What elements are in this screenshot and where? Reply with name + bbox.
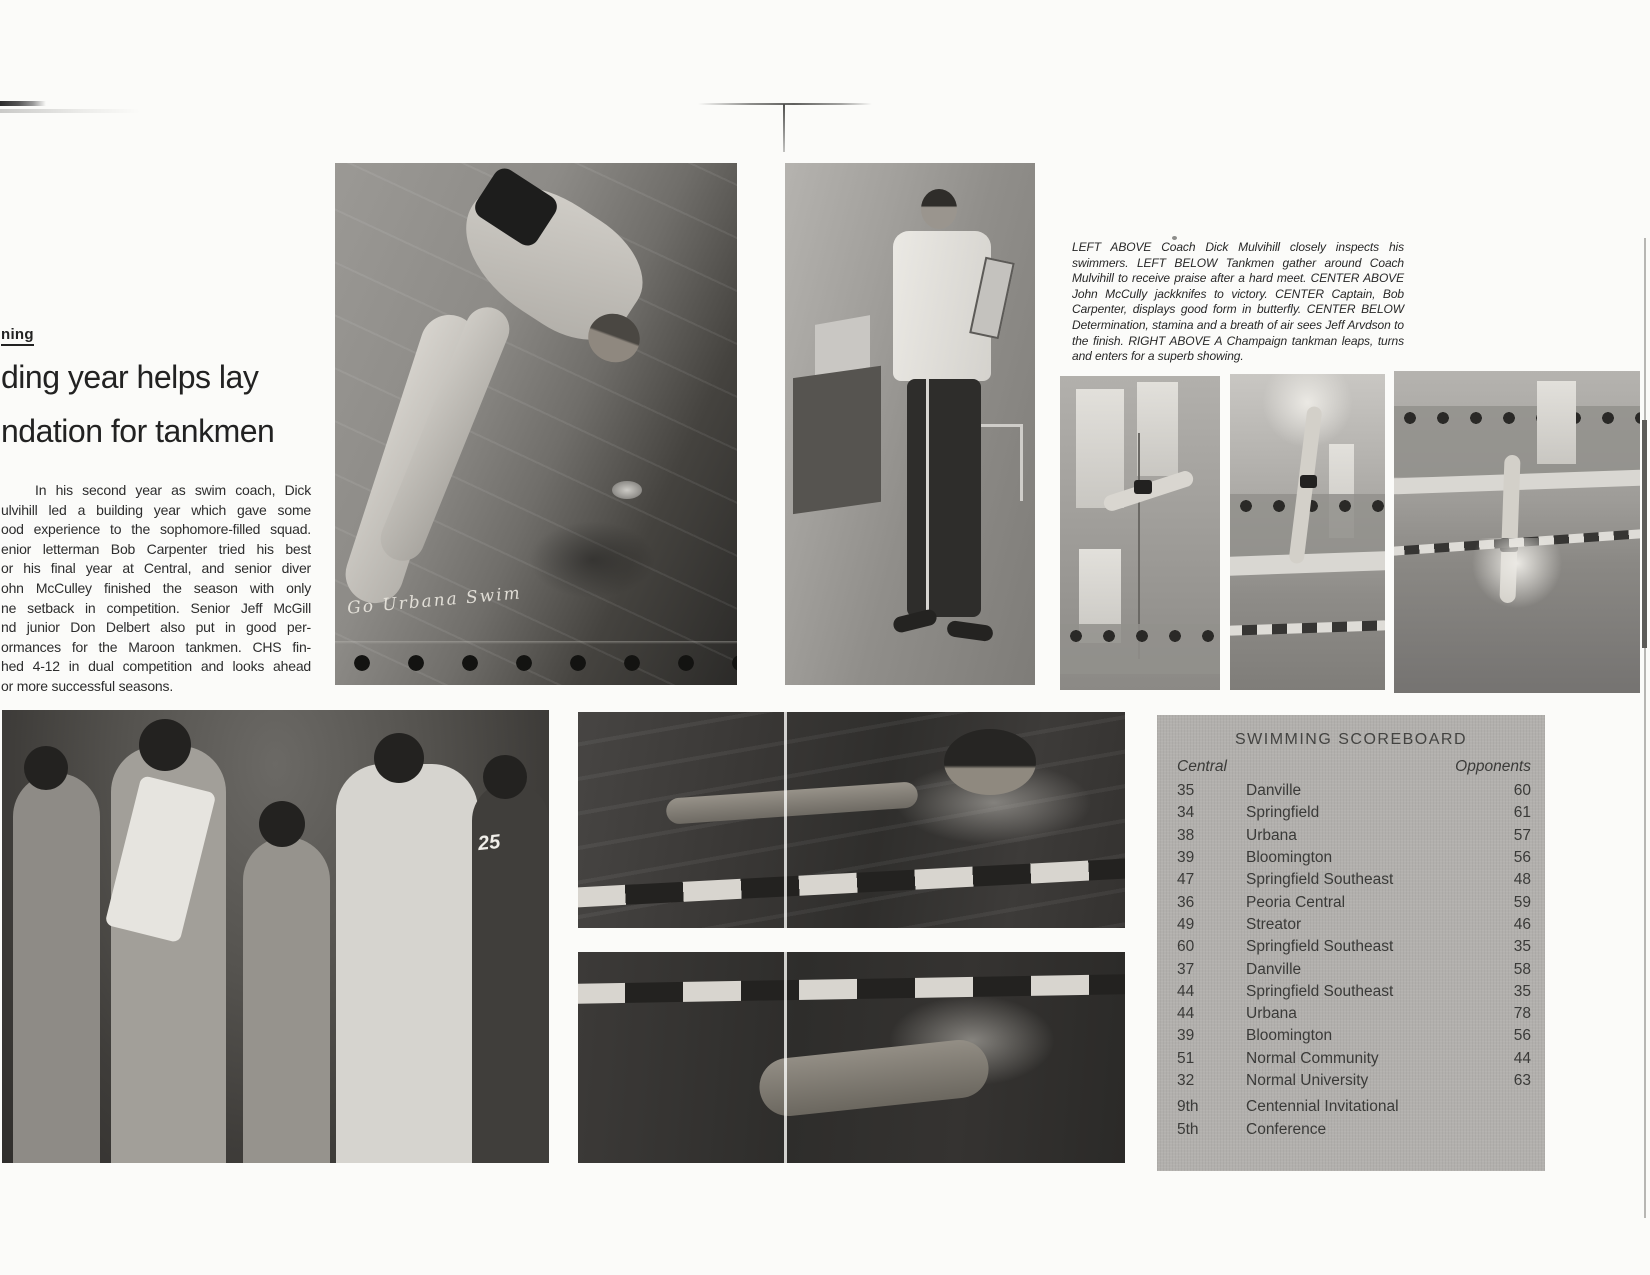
- opponent-name: Normal University: [1246, 1072, 1369, 1089]
- platform-shape: [1537, 381, 1576, 465]
- coach-shoe-shape: [946, 620, 994, 642]
- opponent-name: Urbana: [1246, 1005, 1297, 1023]
- scoreboard-left-header: Central: [1177, 758, 1227, 775]
- swimming-scoreboard: [1157, 715, 1545, 1171]
- article: [1, 326, 311, 697]
- opponent-name: Peoria Central: [1246, 893, 1346, 911]
- central-score: 32: [1177, 1072, 1195, 1089]
- table-row: [1157, 958, 1545, 980]
- team-huddle-photo: [2, 710, 549, 1163]
- place-label: 5th: [1177, 1120, 1199, 1138]
- article-body-line: or his final year at Central, and senior diver: [1, 560, 311, 577]
- opponent-score: 56: [1513, 1027, 1531, 1045]
- table-row: [1157, 1025, 1545, 1047]
- central-score: 34: [1177, 804, 1195, 822]
- table-row: [1157, 936, 1545, 958]
- opponent-name: Danville: [1246, 960, 1302, 978]
- central-score: 51: [1177, 1049, 1195, 1067]
- table-row: [1157, 891, 1545, 913]
- spectators-band: [1060, 624, 1220, 674]
- scoreboard-title: SWIMMING SCOREBOARD: [1234, 731, 1468, 748]
- photo-caption: LEFT ABOVE Coach Dick Mulvihill closely inspects his swimmers. LEFT BELOW Tankmen gather around Coach Mulvihill to receive praise after a hard meet. CENTER ABOVE John McCully jackknifes to victory. CENTER Captain, Bob Carpenter, displays good form in butterfly. CENTER BELOW Determination, stamina and a breath of air sees Jeff Arvdson to the finish. RIGHT ABOVE A Champaign tankman leaps, turns and enters for a superb showing.: [1072, 240, 1404, 364]
- article-body-line: ood experience to the sophomore-filled squad.: [1, 521, 311, 538]
- central-score: 37: [1177, 960, 1195, 978]
- opponent-name: Springfield: [1246, 804, 1320, 822]
- table-row: [1157, 825, 1545, 847]
- article-headline-line2: ndation for tankmen: [1, 413, 275, 449]
- spectator-heads-band: [335, 641, 737, 685]
- opponent-score: 46: [1513, 915, 1531, 933]
- lane-line-shape: [578, 974, 1125, 1004]
- kicker-text: ning: [1, 326, 34, 346]
- table-row: [1157, 780, 1545, 802]
- dive-photo-entry: [1394, 371, 1640, 693]
- article-body-line: ohn McCulley finished the season with only: [1, 579, 311, 596]
- event-name: Conference: [1246, 1120, 1327, 1138]
- central-score: 47: [1177, 871, 1195, 889]
- table-row: [1157, 981, 1545, 1003]
- pool-doorway-shape: [793, 366, 881, 514]
- central-score: 36: [1177, 893, 1195, 911]
- article-body-line: In his second year as swim coach, Dick: [35, 482, 311, 498]
- swimmer-figure: [336, 764, 478, 1163]
- article-body-line: enior letterman Bob Carpenter tried his best: [1, 540, 311, 557]
- opponent-name: Normal Community: [1246, 1049, 1379, 1067]
- swimmer-head-shape: [374, 733, 424, 783]
- central-score: 44: [1177, 1005, 1195, 1023]
- article-body-line: ulvihill led a building year which gave some: [1, 501, 311, 518]
- diver-trunks-shape: [1134, 480, 1152, 494]
- page-right-edge-shadow: [1642, 420, 1647, 648]
- central-score: 38: [1177, 826, 1195, 844]
- pool-light-shape: [612, 481, 642, 499]
- opponent-name: Springfield Southeast: [1246, 871, 1394, 889]
- swimmer-head-shape: [24, 746, 68, 790]
- coach-pants-shape: [907, 379, 981, 617]
- central-score: 60: [1177, 938, 1195, 956]
- opponent-name: Urbana: [1246, 826, 1297, 844]
- opponent-score: 57: [1513, 826, 1531, 844]
- table-row: [1157, 869, 1545, 891]
- article-body-line: ne setback in competition. Senior Jeff McGill: [1, 599, 311, 616]
- dive-photo-swan: [1060, 376, 1220, 690]
- freestyle-swimmer-photo: [578, 952, 1125, 1163]
- opponent-name: Bloomington: [1246, 1027, 1333, 1045]
- table-row: [1157, 1048, 1545, 1070]
- table-row: [1157, 847, 1545, 869]
- window-shape: [1137, 382, 1179, 476]
- diver-trunks-shape: [1300, 475, 1317, 488]
- opponent-score: 60: [1513, 782, 1531, 800]
- coach-shoe-shape: [892, 608, 939, 634]
- scan-smudge: [0, 109, 140, 113]
- page-right-edge-line: [1644, 238, 1646, 1218]
- opponent-score: 59: [1513, 893, 1531, 911]
- article-body-line: or more successful seasons.: [1, 677, 174, 694]
- article-kicker: [1, 326, 311, 346]
- article-headline-line1: ding year helps lay: [1, 359, 259, 395]
- opponent-score: 35: [1513, 938, 1531, 956]
- coach-photo: [785, 163, 1035, 685]
- table-row: [1157, 1070, 1545, 1092]
- central-score: 44: [1177, 982, 1195, 1000]
- swimmer-body-shape: [756, 1037, 991, 1119]
- swimmer-figure: [243, 837, 331, 1163]
- central-score: 39: [1177, 849, 1195, 867]
- scan-edge-mark: [0, 101, 46, 106]
- page-fold-top-line: [698, 103, 872, 105]
- opponent-score: 78: [1513, 1005, 1531, 1023]
- place-label: 9th: [1177, 1098, 1199, 1116]
- summary-row: [1157, 1118, 1545, 1140]
- opponent-score: 61: [1513, 804, 1531, 822]
- coach-figure: [885, 189, 1005, 659]
- opponent-score: 63: [1513, 1072, 1531, 1089]
- summary-row: [1157, 1096, 1545, 1118]
- swimmer-figure: [13, 773, 101, 1163]
- page-fold-gutter-line: [783, 104, 785, 152]
- opponent-name: Springfield Southeast: [1246, 982, 1394, 1000]
- opponent-name: Streator: [1246, 915, 1302, 933]
- central-score: 39: [1177, 1027, 1195, 1045]
- window-shape: [1076, 389, 1124, 508]
- scoreboard-summary: [1157, 1096, 1545, 1141]
- table-row: [1157, 802, 1545, 824]
- swimmer-arm-shape: [665, 781, 918, 824]
- swimmer-head-shape: [139, 719, 191, 771]
- opponent-score: 48: [1513, 871, 1531, 889]
- pool-window-shape: [815, 315, 870, 377]
- lane-line-shape: [1230, 620, 1385, 636]
- table-row: [1157, 1003, 1545, 1025]
- page-fold-line: [784, 712, 787, 928]
- event-name: Centennial Invitational: [1246, 1098, 1399, 1116]
- dive-photo-handstand: [1230, 374, 1385, 690]
- jersey-number-text: 25: [476, 831, 502, 856]
- butterfly-swimmer-photo: [578, 712, 1125, 928]
- article-body-line: hed 4-12 in dual competition and looks ahead: [1, 658, 311, 675]
- opponent-score: 56: [1513, 849, 1531, 867]
- swimmer-head-shape: [259, 801, 305, 847]
- article-body-line: nd junior Don Delbert also put in good per-: [1, 619, 311, 636]
- pool-ledge-shape: [1230, 551, 1385, 575]
- diver-photo: [335, 163, 737, 685]
- table-row: [1157, 914, 1545, 936]
- opponent-score: 58: [1513, 960, 1531, 978]
- coach-head-shape: [921, 189, 957, 229]
- pool-wall-graffiti-text: Go Urbana Swim: [346, 583, 523, 619]
- central-score: 35: [1177, 782, 1195, 800]
- page-fold-line: [784, 952, 787, 1163]
- scoreboard-headers: [1177, 758, 1531, 776]
- opponent-name: Bloomington: [1246, 849, 1333, 867]
- swimmer-head-shape: [944, 729, 1036, 795]
- article-body-line: ormances for the Maroon tankmen. CHS fin-: [1, 638, 311, 655]
- central-score: 49: [1177, 915, 1195, 933]
- opponent-score: 44: [1513, 1049, 1531, 1067]
- splash-shape: [1468, 538, 1566, 622]
- opponent-name: Springfield Southeast: [1246, 938, 1394, 956]
- opponent-score: 35: [1513, 982, 1531, 1000]
- lane-line-shape: [578, 859, 1125, 909]
- scoreboard-rows: [1157, 780, 1545, 1092]
- article-body: [1, 481, 311, 697]
- opponent-name: Danville: [1246, 782, 1302, 800]
- scoreboard-right-header: Opponents: [1455, 758, 1531, 775]
